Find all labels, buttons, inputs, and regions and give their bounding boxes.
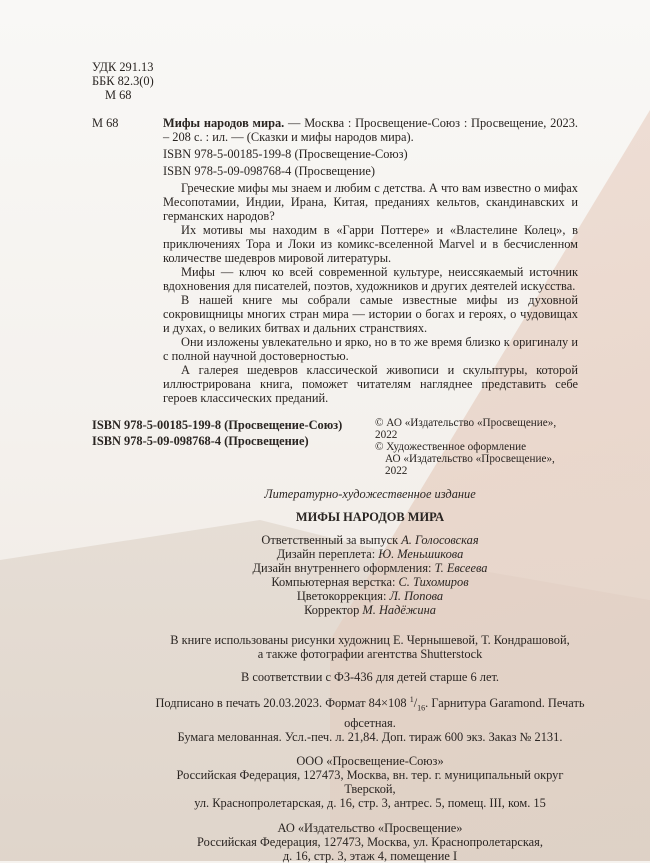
illustrations-note: В книге использованы рисунки художниц Е. Чернышевой, Т. Кондрашовой, а также фотографии агентства Shutterstock	[170, 633, 570, 661]
bibliographic-entry	[163, 116, 578, 405]
copyright-line: © АО «Издательство «Просвещение», 2022	[375, 417, 557, 441]
publisher-1-address: ООО «Просвещение-Союз» Российская Федерация, 127473, Москва, вн. тер. г. муниципальный округ Тверской, ул. Краснопролетарская, д. 16, стр. 3, антрес. 5, помещ. III, ком. 15	[176, 753, 564, 810]
entry-isbn-1: ISBN 978-5-00185-199-8 (Просвещение-Союз)	[163, 147, 408, 161]
credit-line: Дизайн внутреннего оформления: Т. Евсеева	[252, 561, 488, 575]
author-sign: М 68	[105, 88, 132, 102]
annotation-paragraph: А галерея шедевров классической живописи и скульптуры, которой иллюстрирована книга, поможет читателям нагляднее представить себе героев классических преданий.	[163, 363, 578, 405]
copyright-line: © Художественное оформление	[375, 441, 527, 453]
credit-line: Ответственный за выпуск А. Голосовская	[261, 533, 479, 547]
isbn-copyright-row	[92, 417, 578, 477]
annotation-paragraph: В нашей книге мы собрали самые известные мифы из духовной сокровищницы многих стран мира — истории о богах и героях, о чудовищах и духах, о великих битвах и дальних странствиях.	[163, 293, 578, 335]
annotation-paragraph: Мифы — ключ ко всей современной культуре, неиссякаемый источник вдохновения для писателей, поэтов, художников и других деятелей искусства.	[163, 265, 578, 293]
udk: УДК 291.13	[92, 60, 154, 74]
print-info: Подписано в печать 20.03.2023. Формат 84×108 $^1/_{16}$. Гарнитура Garamond. Печать офсетная. Бумага мелованная. Усл.-печ. л. 21,84. Доп. тираж 600 экз. Заказ № 2131.	[155, 695, 585, 744]
entry-imprint: — Москва : Просвещение-Союз : Просвещение, 2023. – 208 с. : ил. — (Сказки и мифы народов мира).	[163, 116, 579, 144]
copyright-line: АО «Издательство «Просвещение», 2022	[385, 453, 555, 477]
isbn-bold-1: ISBN 978-5-00185-199-8 (Просвещение-Союз)	[92, 418, 343, 432]
bbk: ББК 82.3(0)	[92, 74, 154, 88]
credit-line: Дизайн переплета: Ю. Меньшикова	[276, 547, 464, 561]
copyright-block	[375, 417, 578, 477]
entry-title: Мифы народов мира.	[163, 116, 285, 130]
annotation-paragraph: Их мотивы мы находим в «Гарри Поттере» и «Властелине Колец», в приключениях Тора и Локи из комикс-вселенной Marvel и в бесчисленном количестве шедевров мировой литературы.	[163, 223, 578, 265]
annotation-paragraph: Греческие мифы мы знаем и любим с детства. А что вам известно о мифах Месопотамии, Индии, Ирана, Китая, преданиях кельтов, скандинавских и германских народов?	[163, 181, 578, 223]
entry-isbn-2: ISBN 978-5-09-098768-4 (Просвещение)	[163, 164, 375, 178]
credit-line: Цветокоррекция: Л. Попова	[296, 589, 444, 603]
age-rating: В соответствии с ФЗ-436 для детей старше 6 лет.	[240, 670, 500, 684]
classification-codes	[92, 60, 154, 102]
publisher-2-address: АО «Издательство «Просвещение» Российская Федерация, 127473, Москва, ул. Краснопролетарская, д. 16, стр. 3, этаж 4, помещение I	[197, 820, 543, 863]
annotation	[163, 181, 578, 405]
entry-row	[92, 116, 578, 405]
edition-type: Литературно-художественное издание	[264, 487, 476, 501]
book-title: МИФЫ НАРОДОВ МИРА	[295, 510, 445, 524]
isbn-bold-2: ISBN 978-5-09-098768-4 (Просвещение)	[92, 434, 309, 448]
credits	[150, 533, 590, 617]
annotation-paragraph: Они изложены увлекательно и ярко, но в то же время близко к оригиналу и с полной научной достоверностью.	[163, 335, 578, 363]
page-body	[92, 116, 585, 863]
credit-line: Компьютерная верстка: С. Тихомиров	[271, 575, 469, 589]
output-data	[150, 487, 590, 863]
isbn-block	[92, 417, 342, 449]
credit-line: Корректор М. Надёжина	[304, 603, 436, 617]
entry-sign: М 68	[92, 116, 119, 130]
